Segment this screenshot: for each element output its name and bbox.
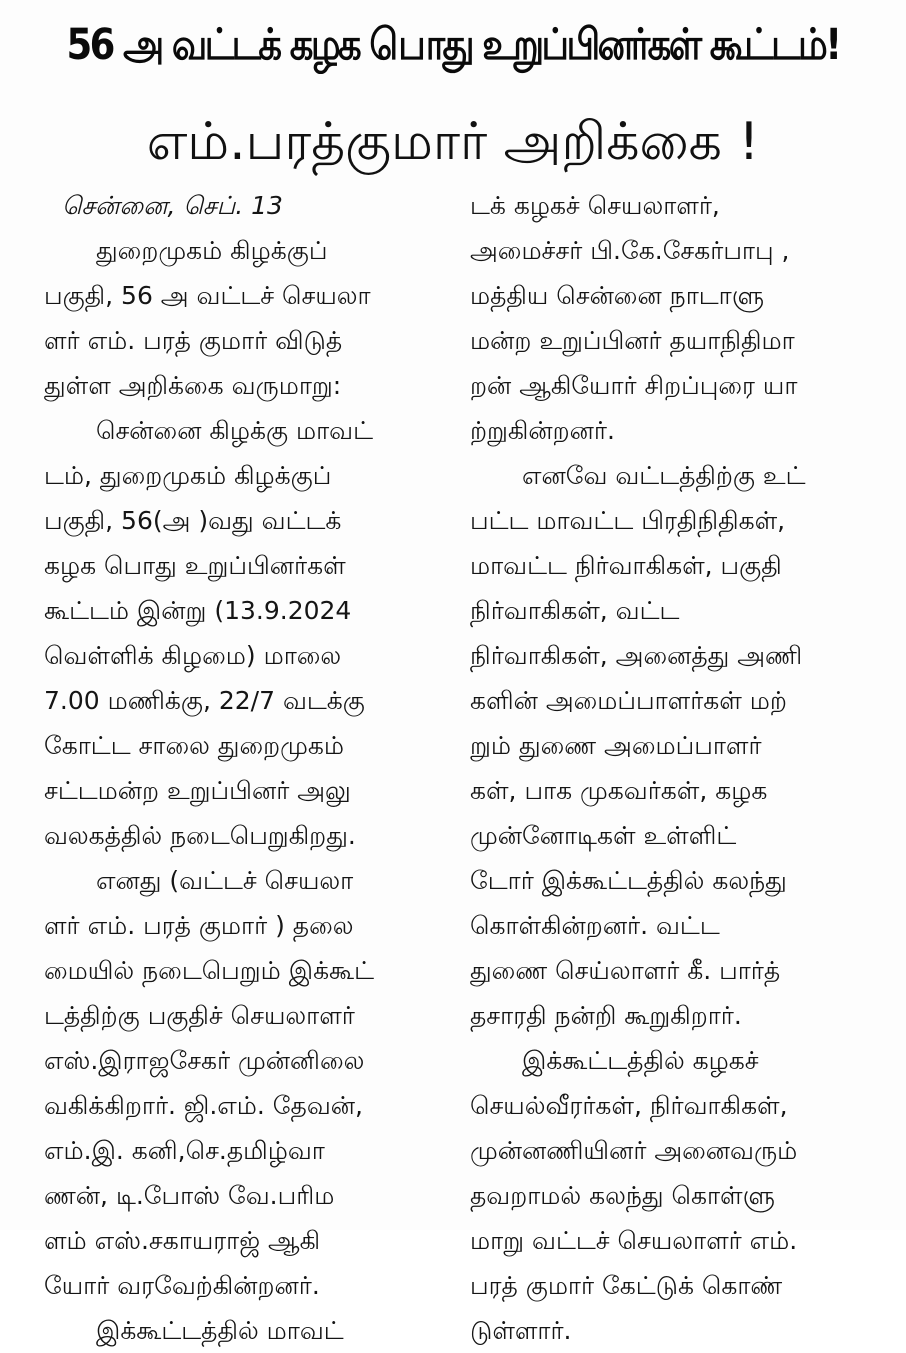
paragraph-line: முன்னணியினர் அனைவரும் <box>470 1136 798 1165</box>
paragraph-line: டக் கழகச் செயலாளர், <box>470 191 720 220</box>
paragraph-line: மாறு வட்டச் செயலாளர் எம். <box>470 1226 798 1255</box>
paragraph-line: வலகத்தில் நடைபெறுகிறது. <box>44 821 356 850</box>
subheadline: எம்.பரத்குமார் அறிக்கை ! <box>146 112 760 172</box>
paragraph-line: நிர்வாகிகள், வட்ட <box>470 596 680 625</box>
paragraph-line: முன்னோடிகள் உள்ளிட் <box>470 821 737 850</box>
paragraph-line: தசாரதி நன்றி கூறுகிறார். <box>470 1001 742 1030</box>
paragraph-line: ளர் எம். பரத் குமார் ) தலை <box>44 911 354 940</box>
paragraph-line: மாவட்ட நிர்வாகிகள், பகுதி <box>470 551 782 580</box>
paragraph-line: சட்டமன்ற உறுப்பினர் அலு <box>44 776 351 805</box>
paragraph-line: துள்ள அறிக்கை வருமாறு: <box>44 371 342 400</box>
paragraph-line: பட்ட மாவட்ட பிரதிநிதிகள், <box>470 506 786 535</box>
paragraph-line: இக்கூட்டத்தில் கழகச் <box>522 1046 759 1075</box>
paragraph-line: எனவே வட்டத்திற்கு உட் <box>522 461 806 490</box>
paragraph-line: யோர் வரவேற்கின்றனர். <box>44 1271 320 1300</box>
paragraph-line: நிர்வாகிகள், அனைத்து அணி <box>470 641 803 670</box>
paragraph-line: ளம் எஸ்.சகாயராஜ் ஆகி <box>44 1226 321 1255</box>
paragraph-line: எம்.இ. கனி,செ.தமிழ்வா <box>44 1136 325 1165</box>
paragraph-line: டோர் இக்கூட்டத்தில் கலந்து <box>470 866 787 895</box>
headline: 56 அ வட்டக் கழக பொது உறுப்பினர்கள் கூட்டம்! <box>66 20 840 70</box>
paragraph-line: சென்னை கிழக்கு மாவட் <box>96 416 374 445</box>
left-column <box>44 183 444 1353</box>
paragraph-line: துணை செய்லாளர் கீ. பார்த் <box>470 956 781 985</box>
paragraph-line: துறைமுகம் கிழக்குப் <box>96 236 328 265</box>
paragraph-line: டம், துறைமுகம் கிழக்குப் <box>44 461 332 490</box>
paragraph-line: பகுதி, 56(அ )வது வட்டக் <box>44 506 342 535</box>
paragraph-line: எனது (வட்டச் செயலா <box>96 866 354 895</box>
paragraph-line: மன்ற உறுப்பினர் தயாநிதிமா <box>470 326 795 355</box>
paragraph-line: செயல்வீரர்கள், நிர்வாகிகள், <box>470 1091 788 1120</box>
paragraph-line: றும் துணை அமைப்பாளர் <box>470 731 762 760</box>
paragraph-line: டத்திற்கு பகுதிச் செயலாளர் <box>44 1001 355 1030</box>
paragraph-line: எஸ்.இராஜசேகர் முன்னிலை <box>44 1046 365 1075</box>
paragraph-line: பகுதி, 56 அ வட்டச் செயலா <box>44 281 371 310</box>
paragraph-line: வகிக்கிறார். ஜி.எம். தேவன், <box>44 1091 363 1120</box>
right-column <box>470 183 902 1353</box>
paragraph-line: வெள்ளிக் கிழமை) மாலை <box>44 641 342 670</box>
paragraph-line: அமைச்சர் பி.கே.சேகர்பாபு , <box>470 236 790 265</box>
paragraph-line: 7.00 மணிக்கு, 22/7 வடக்கு <box>44 686 365 715</box>
paragraph-line: றன் ஆகியோர் சிறப்புரை யா <box>470 371 798 400</box>
paragraph-line: ளர் எம். பரத் குமார் விடுத் <box>44 326 343 355</box>
paragraph-line: மத்திய சென்னை நாடாளு <box>470 281 764 310</box>
paragraph-line: தவறாமல் கலந்து கொள்ளு <box>470 1181 775 1210</box>
paragraph-line: கழக பொது உறுப்பினர்கள் <box>44 551 346 580</box>
paragraph-line: கள், பாக முகவர்கள், கழக <box>470 776 768 805</box>
dateline: சென்னை, செப். 13 <box>62 191 283 220</box>
paragraph-line: இக்கூட்டத்தில் மாவட் <box>96 1316 344 1345</box>
paragraph-line: டுள்ளார். <box>470 1316 572 1345</box>
paragraph-line: களின் அமைப்பாளர்கள் மற் <box>470 686 787 715</box>
paragraph-line: ணன், டி.போஸ் வே.பரிம <box>44 1181 335 1210</box>
paragraph-line: ற்றுகின்றனர். <box>470 416 615 445</box>
paragraph-line: கொள்கின்றனர். வட்ட <box>470 911 720 940</box>
paragraph-line: கோட்ட சாலை துறைமுகம் <box>44 731 345 760</box>
paragraph-line: பரத் குமார் கேட்டுக் கொண் <box>470 1271 783 1300</box>
paragraph-line: மையில் நடைபெறும் இக்கூட் <box>44 956 375 985</box>
paragraph-line: கூட்டம் இன்று (13.9.2024 <box>44 596 352 625</box>
